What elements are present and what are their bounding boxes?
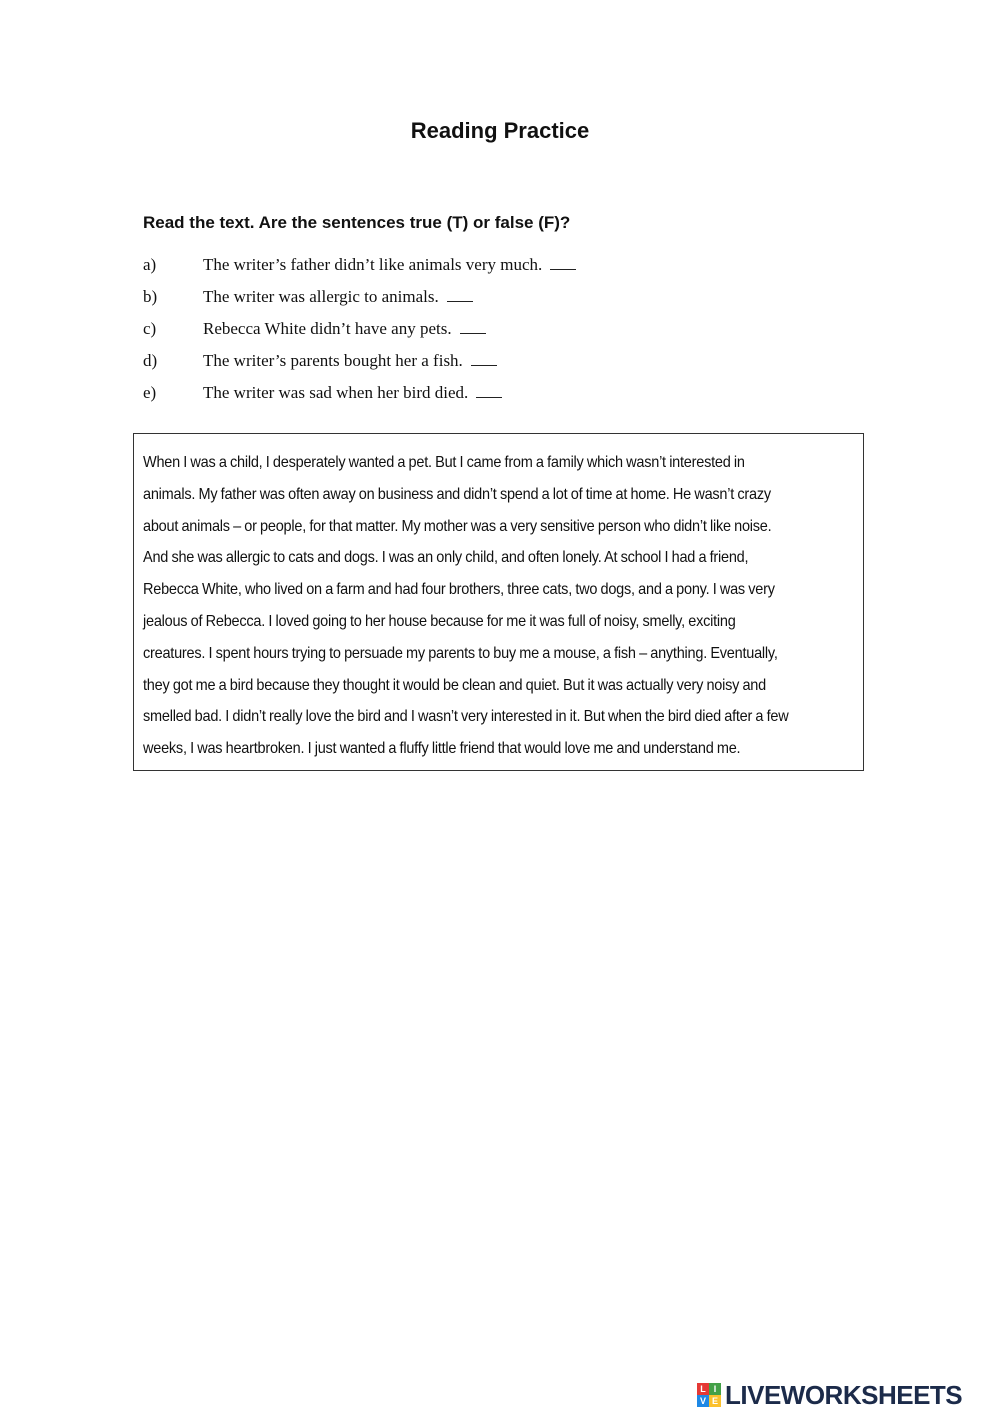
question-letter: c)	[143, 319, 157, 338]
liveworksheets-brand	[697, 1378, 962, 1412]
question-text: Rebecca White didn’t have any pets.	[203, 319, 452, 338]
logo-tile: L	[697, 1383, 709, 1395]
passage-line: weeks, I was heartbroken. I just wanted a fluffy little friend that would love me and understand me.	[143, 740, 741, 758]
passage-line: creatures. I spent hours trying to persuade my parents to buy me a mouse, a fish – anything. Eventually,	[143, 644, 778, 662]
answer-blank[interactable]	[460, 319, 486, 334]
question-letter: a)	[143, 255, 157, 274]
answer-blank[interactable]	[476, 383, 502, 398]
reading-passage-box	[133, 433, 864, 771]
question-text: The writer was allergic to animals.	[203, 287, 439, 306]
passage-line: animals. My father was often away on business and didn’t spend a lot of time at home. He wasn’t crazy	[143, 485, 771, 503]
answer-blank[interactable]	[550, 255, 576, 270]
liveworksheets-logo-icon	[697, 1383, 721, 1407]
passage-line: When I was a child, I desperately wanted a pet. But I came from a family which wasn’t interested in	[143, 454, 745, 471]
passage-line: jealous of Rebecca. I loved going to her house because for me it was full of noisy, smelly, exciting	[143, 612, 736, 630]
reading-passage	[143, 447, 854, 765]
question-a	[143, 254, 576, 286]
question-text: The writer was sad when her bird died.	[203, 383, 469, 402]
question-d	[143, 350, 576, 382]
question-text: The writer’s father didn’t like animals very much.	[203, 255, 543, 274]
question-e	[143, 382, 576, 414]
logo-tile: V	[697, 1395, 709, 1407]
question-letter: e)	[143, 383, 157, 402]
passage-line: Rebecca White, who lived on a farm and had four brothers, three cats, two dogs, and a pony. I was very	[143, 581, 775, 599]
question-letter: b)	[143, 287, 158, 306]
passage-line: about animals – or people, for that matter. My mother was a very sensitive person who didn’t like noise.	[143, 517, 772, 535]
passage-line: And she was allergic to cats and dogs. I was an only child, and often lonely. At school I had a friend,	[143, 549, 749, 567]
question-list	[143, 254, 576, 414]
answer-blank[interactable]	[447, 287, 473, 302]
passage-line: smelled bad. I didn’t really love the bird and I wasn’t very interested in it. But when the bird died after a few	[143, 708, 789, 726]
question-c	[143, 318, 576, 350]
page-title: Reading Practice	[410, 118, 590, 143]
instructions: Read the text. Are the sentences true (T) or false (F)?	[143, 213, 571, 232]
answer-blank[interactable]	[471, 351, 497, 366]
brand-name: LIVEWORKSHEETS	[725, 1380, 963, 1410]
question-text: The writer’s parents bought her a fish.	[203, 351, 463, 370]
question-letter: d)	[143, 351, 158, 370]
logo-tile: I	[709, 1383, 721, 1395]
logo-tile: E	[709, 1395, 721, 1407]
passage-line: they got me a bird because they thought it would be clean and quiet. But it was actually very noisy and	[143, 676, 766, 694]
question-b	[143, 286, 576, 318]
